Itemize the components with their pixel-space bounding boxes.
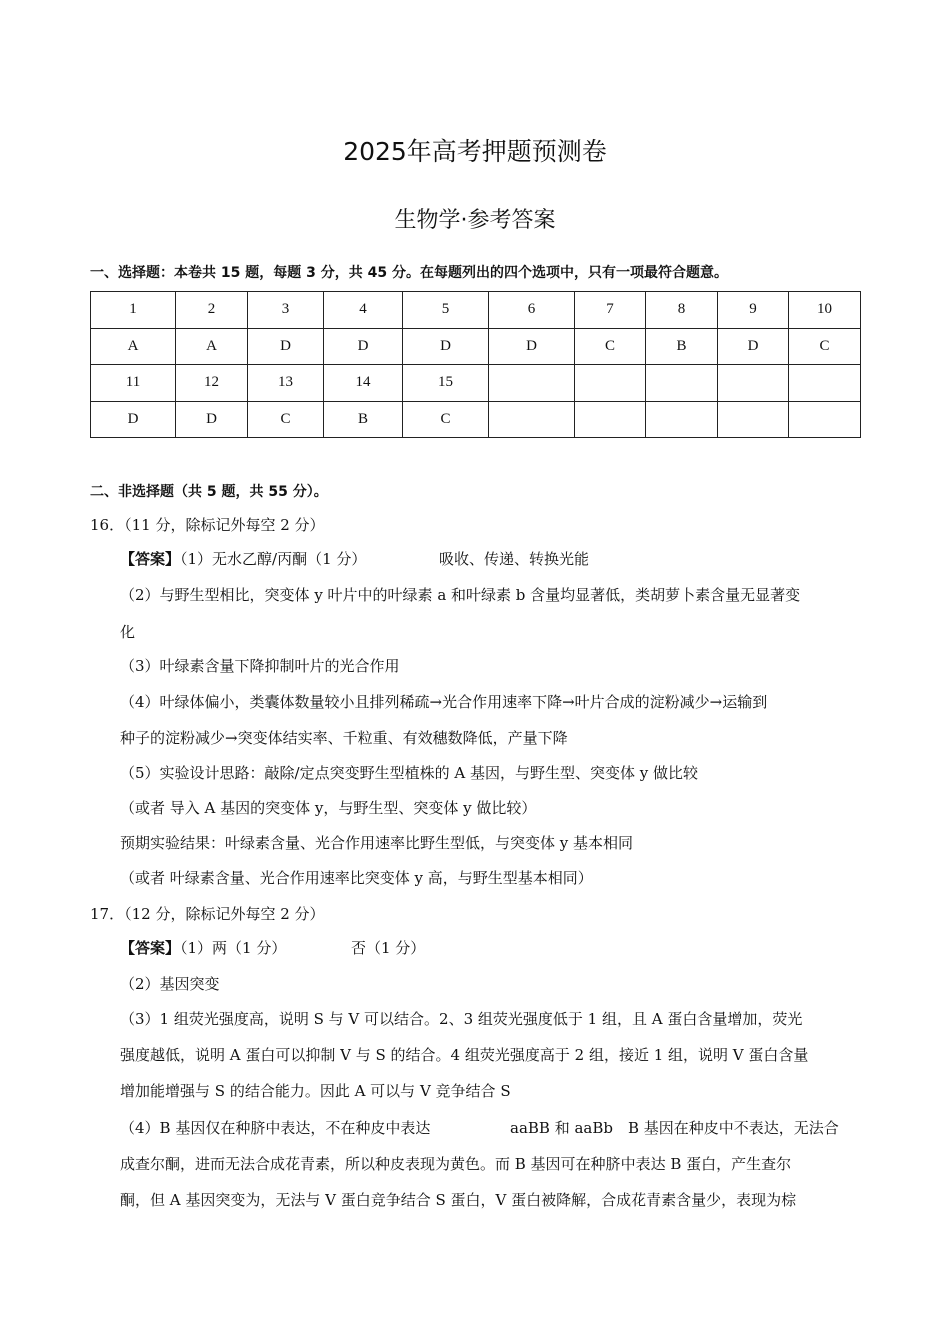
- q16-part5-line3: 预期实验结果：叶绿素含量、光合作用速率比野生型低，与突变体 y 基本相同: [120, 834, 634, 852]
- answer-table-cell: 14: [324, 365, 403, 402]
- answer-table-row: [91, 365, 861, 402]
- q16-part5-line1: （5）实验设计思路：敲除/定点突变野生型植株的 A 基因，与野生型、突变体 y 做比较: [120, 764, 698, 782]
- answer-table-cell: [575, 401, 646, 438]
- section1-heading: 一、选择题：本卷共 15 题，每题 3 分，共 45 分。在每题列出的四个选项中，只有一项最符合题意。: [90, 265, 728, 281]
- answer-table-row: [91, 292, 861, 329]
- q16-part3: （3）叶绿素含量下降抑制叶片的光合作用: [120, 657, 400, 675]
- answer-table-cell: 3: [248, 292, 324, 329]
- answer-table-cell: B: [324, 401, 403, 438]
- q17-part4-line2: 成查尔酮，进而无法合成花青素，所以种皮表现为黄色。而 B 基因可在种脐中表达 B 蛋白，产生查尔: [120, 1155, 792, 1173]
- answer-table-cell: 12: [176, 365, 248, 402]
- q16-part5-line2: （或者 导入 A 基因的突变体 y，与野生型、突变体 y 做比较）: [120, 799, 537, 817]
- answer-table-cell: 7: [575, 292, 646, 329]
- answer-table-cell: [575, 365, 646, 402]
- answer-table-cell: 2: [176, 292, 248, 329]
- q17-part3-line2: 强度越低，说明 A 蛋白可以抑制 V 与 S 的结合。4 组荧光强度高于 2 组，接近 1 组，说明 V 蛋白含量: [120, 1046, 809, 1064]
- answer-table-cell: [646, 365, 718, 402]
- answer-table-cell: D: [718, 328, 789, 365]
- answer-table-cell: [718, 365, 789, 402]
- page-title: 2025年高考押题预测卷: [343, 137, 607, 166]
- q17-part3-line1: （3）1 组荧光强度高，说明 S 与 V 可以结合。2、3 组荧光强度低于 1 组，且 A 蛋白含量增加，荧光: [120, 1010, 803, 1028]
- q17-part4-line1c: B 基因在种皮中不表达，无法合: [628, 1119, 839, 1137]
- q16-part5-line4: （或者 叶绿素含量、光合作用速率比突变体 y 高，与野生型基本相同）: [120, 869, 593, 887]
- q17-part4-line3: 酮，但 A 基因突变为，无法与 V 蛋白竞争结合 S 蛋白，V 蛋白被降解，合成花青素含量少，表现为棕: [120, 1191, 797, 1209]
- answer-table-cell: D: [91, 401, 176, 438]
- answer-table-cell: 11: [91, 365, 176, 402]
- answer-table-cell: A: [176, 328, 248, 365]
- answer-table-cell: [489, 401, 575, 438]
- q16-answer-line: [120, 548, 366, 569]
- answer-table-cell: 13: [248, 365, 324, 402]
- page-subtitle: 生物学·参考答案: [394, 208, 556, 233]
- answer-table-cell: D: [489, 328, 575, 365]
- q17-part3-line3: 增加能增强与 S 的结合能力。因此 A 可以与 V 竞争结合 S: [120, 1082, 511, 1100]
- q17-part4-line1b: aaBB 和 aaBb: [510, 1119, 613, 1137]
- q16-part1-b: 吸收、传递、转换光能: [439, 550, 590, 568]
- answer-table-cell: A: [91, 328, 176, 365]
- answer-table-cell: [489, 365, 575, 402]
- q17-header: 17．（12 分，除标记外每空 2 分）: [90, 905, 325, 923]
- answer-table-cell: [789, 365, 861, 402]
- answer-table-cell: C: [248, 401, 324, 438]
- q16-part4-line2: 种子的淀粉减少→突变体结实率、千粒重、有效穗数降低，产量下降: [120, 729, 568, 747]
- q17-part1-b: 否（1 分）: [351, 939, 426, 957]
- answer-table-row: [91, 401, 861, 438]
- answer-table-cell: B: [646, 328, 718, 365]
- answer-table-cell: D: [248, 328, 324, 365]
- answer-table-cell: 5: [403, 292, 489, 329]
- q16-part1-a: （1）无水乙醇/丙酮（1 分）: [180, 550, 367, 568]
- section2-heading: 二、非选择题（共 5 题，共 55 分）。: [90, 484, 328, 500]
- answer-table-cell: 9: [718, 292, 789, 329]
- q17-answer-line: [120, 937, 286, 958]
- answer-table-cell: 1: [91, 292, 176, 329]
- answer-table-cell: D: [403, 328, 489, 365]
- q16-part2-line2: 化: [120, 623, 136, 641]
- answer-table-cell: 4: [324, 292, 403, 329]
- answer-table-cell: 10: [789, 292, 861, 329]
- q16-answer-label: 【答案】: [120, 550, 181, 568]
- q16-part4-line1: （4）叶绿体偏小，类囊体数量较小且排列稀疏→光合作用速率下降→叶片合成的淀粉减少→运输到: [120, 693, 768, 711]
- q17-part1-a: （1）两（1 分）: [180, 939, 287, 957]
- answer-table-cell: [789, 401, 861, 438]
- answer-table-cell: C: [575, 328, 646, 365]
- answer-table-cell: D: [324, 328, 403, 365]
- answer-table-cell: D: [176, 401, 248, 438]
- q17-answer-label: 【答案】: [120, 939, 181, 957]
- answer-table-cell: C: [403, 401, 489, 438]
- answer-table-cell: 8: [646, 292, 718, 329]
- answer-table-cell: 6: [489, 292, 575, 329]
- q16-header: 16．（11 分，除标记外每空 2 分）: [90, 516, 325, 534]
- answer-table-cell: 15: [403, 365, 489, 402]
- answer-table-cell: C: [789, 328, 861, 365]
- answer-table-cell: [718, 401, 789, 438]
- q17-part4-line1a: （4）B 基因仅在种脐中表达，不在种皮中表达: [120, 1119, 431, 1137]
- answer-table-cell: [646, 401, 718, 438]
- answer-table: [90, 291, 861, 438]
- q16-part2-line1: （2）与野生型相比，突变体 y 叶片中的叶绿素 a 和叶绿素 b 含量均显著低，类胡萝卜素含量无显著变: [120, 586, 801, 604]
- answer-table-row: [91, 328, 861, 365]
- q17-part2: （2）基因突变: [120, 975, 220, 993]
